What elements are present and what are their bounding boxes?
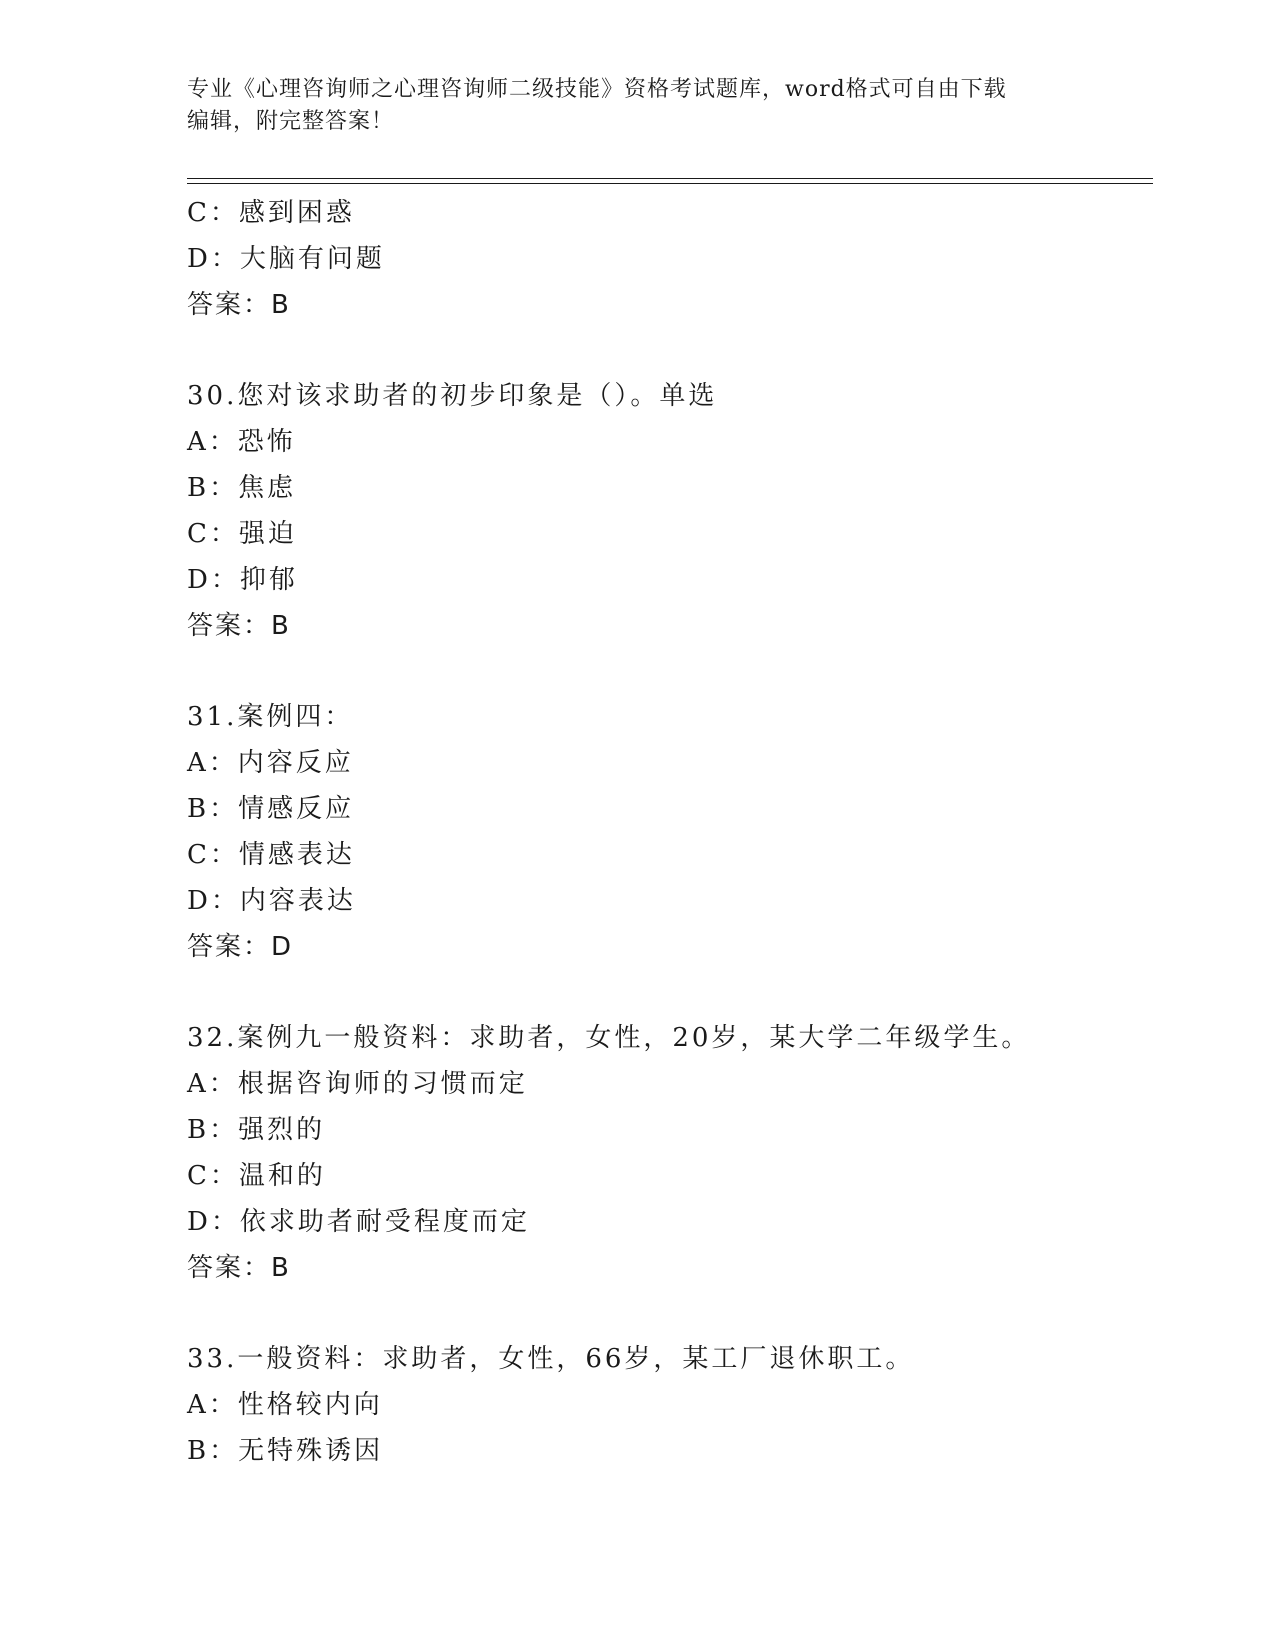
question-33 (187, 1336, 1153, 1474)
option-d: D：内容表达 (187, 886, 356, 916)
question-title: 31.案例四： (187, 702, 354, 732)
header-divider-top (187, 178, 1153, 179)
option-a: A：恐怖 (187, 427, 296, 457)
header-divider-bottom (187, 183, 1153, 184)
option-b: B：强烈的 (187, 1115, 326, 1145)
question-title: 33.一般资料：求助者，女性，66岁，某工厂退休职工。 (187, 1344, 915, 1374)
option-b: B：情感反应 (187, 794, 355, 824)
question-30 (187, 373, 1153, 649)
option-a: A：性格较内向 (187, 1390, 383, 1420)
answer-line: 答案：B (187, 1253, 291, 1283)
question-list (187, 190, 1153, 1474)
option-b: B：无特殊诱因 (187, 1436, 384, 1466)
option-b: B：焦虑 (187, 473, 297, 503)
option-c: C：情感表达 (187, 840, 355, 870)
question-32 (187, 1015, 1153, 1291)
question-title: 30.您对该求助者的初步印象是（）。单选 (187, 381, 718, 411)
option-d: D：依求助者耐受程度而定 (187, 1207, 530, 1237)
answer-line: 答案：B (187, 611, 291, 641)
header-line-1: 专业《心理咨询师之心理咨询师二级技能》资格考试题库，word格式可自由下载 (187, 77, 1007, 102)
answer-line: 答案：D (187, 932, 294, 962)
option-c: C：强迫 (187, 519, 297, 549)
header-line-2: 编辑，附完整答案！ (187, 109, 395, 134)
document-header (187, 74, 1087, 138)
question-31 (187, 694, 1153, 970)
answer-line: 答案：B (187, 290, 291, 320)
option-c: C：感到困惑 (187, 198, 355, 228)
option-a: A：内容反应 (187, 748, 354, 778)
option-d: D：大脑有问题 (187, 244, 385, 274)
option-d: D：抑郁 (187, 565, 298, 595)
question-title: 32.案例九一般资料：求助者，女性，20岁，某大学二年级学生。 (187, 1023, 1031, 1053)
question-29-continued (187, 190, 1153, 328)
option-a: A：根据咨询师的习惯而定 (187, 1069, 528, 1099)
option-c: C：温和的 (187, 1161, 326, 1191)
